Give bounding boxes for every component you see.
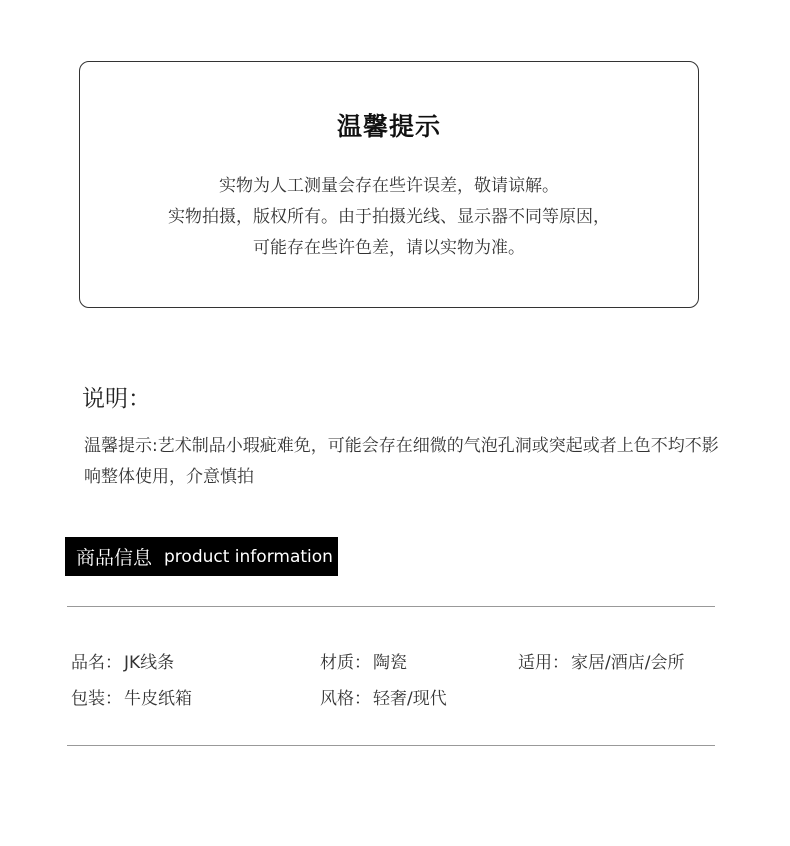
spec-value: 陶瓷	[373, 653, 407, 673]
spec-label: 风格：	[320, 689, 371, 709]
spec-item-usage	[518, 648, 684, 673]
product-info-banner	[65, 537, 338, 576]
spec-value: JK线条	[124, 653, 175, 673]
divider-top	[67, 606, 715, 607]
product-info-title-cn: 商品信息	[76, 547, 153, 569]
product-info-title-en: product information	[164, 546, 333, 567]
spec-item-packaging	[71, 684, 192, 709]
spec-label: 品名：	[71, 653, 122, 673]
description-heading: 说明：	[82, 386, 151, 412]
spec-item-name	[71, 648, 174, 673]
notice-line-3: 可能存在些许色差，请以实物为准。	[253, 238, 525, 258]
spec-value: 轻奢/现代	[373, 689, 447, 709]
spec-label: 适用：	[518, 653, 569, 673]
spec-item-material	[320, 648, 407, 673]
spec-item-style	[320, 684, 447, 709]
spec-value: 家居/酒店/会所	[571, 653, 685, 673]
notice-title: 温馨提示	[336, 112, 441, 141]
notice-line-2: 实物拍摄，版权所有。由于拍摄光线、显示器不同等原因，	[168, 207, 610, 227]
divider-bottom	[67, 745, 715, 746]
notice-box	[79, 61, 699, 308]
spec-label: 包装：	[71, 689, 122, 709]
spec-label: 材质：	[320, 653, 371, 673]
description-body: 温馨提示:艺术制品小瑕疵难免，可能会存在细微的气泡孔洞或突起或者上色不均不影响整体使用，介意慎拍	[84, 436, 719, 487]
spec-value: 牛皮纸箱	[124, 689, 192, 709]
notice-line-1: 实物为人工测量会存在些许误差，敬请谅解。	[219, 176, 559, 196]
